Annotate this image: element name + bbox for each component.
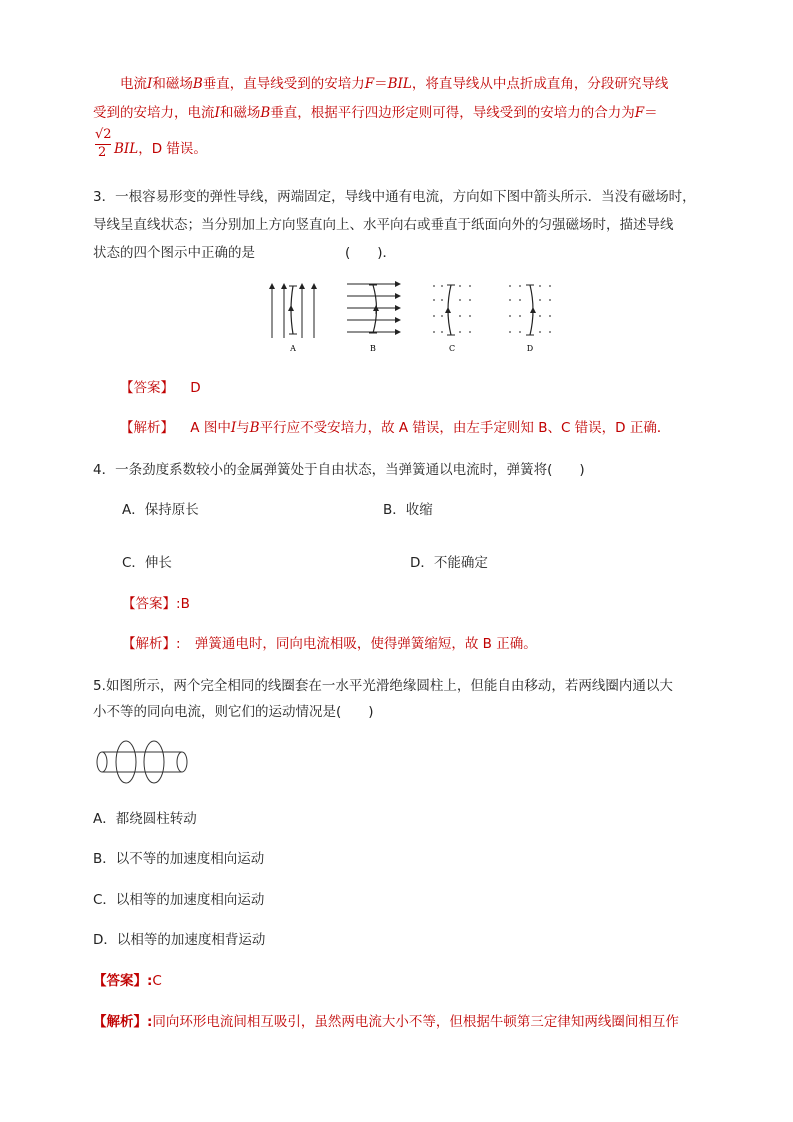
q5-option-a: A．都绕圆柱转动 <box>93 811 197 827</box>
q4-stem: 4．一条劲度系数较小的金属弹簧处于自由状态，当弹簧通以电流时，弹簧将( ) <box>93 462 585 478</box>
analysis-label: 【解析】 <box>120 420 174 436</box>
analysis-label: 【解析】: <box>93 1014 153 1030</box>
q3-answer-row <box>120 376 201 396</box>
q3-analysis-row: 【解析】 A 图中I与B平行应不受安培力，故 A 错误，由左手定则知 B、C 错误，D 正确． <box>120 420 671 436</box>
prev-analysis-line-3: BIL，D 错误。 <box>114 141 207 157</box>
answer-label: 【答案】: <box>122 596 181 612</box>
figure-label-a: A <box>290 344 296 353</box>
q5-stem-line-1: 5.如图所示，两个完全相同的线圈套在一水平光滑绝缘圆柱上，但能自由移动，若两线圈内通以大 <box>93 678 673 694</box>
analysis-label: 【解析】: <box>122 636 181 652</box>
q5-cylinder-coils-figure <box>94 738 194 784</box>
q5-option-b: B．以不等的加速度相向运动 <box>93 851 265 867</box>
q3-answer-blank: ( )． <box>345 245 397 261</box>
answer-label: 【答案】 <box>120 380 174 396</box>
q4-option-d: D．不能确定 <box>410 555 488 571</box>
q4-option-c: C．伸长 <box>122 555 172 571</box>
q5-answer-row <box>93 969 162 989</box>
prev-analysis-line-1: 电流I和磁场B垂直，直导线受到的安培力F＝BIL，将直导线从中点折成直角，分段研究导线 <box>120 76 669 92</box>
answer-value: C <box>152 973 162 989</box>
q4-answer-row <box>122 592 190 612</box>
figure-d <box>509 285 551 335</box>
q5-option-d: D．以相等的加速度相背运动 <box>93 932 266 948</box>
answer-value: D <box>190 380 201 396</box>
fraction-numerator: √2 <box>95 127 112 142</box>
figure-label-d: D <box>526 344 534 353</box>
q5-stem-line-2: 小不等的同向电流，则它们的运动情况是( ) <box>93 704 374 720</box>
answer-label: 【答案】: <box>93 973 153 989</box>
answer-value: B <box>180 596 190 612</box>
q4-option-b: B．收缩 <box>383 502 433 518</box>
q4-analysis-row: 【解析】: 弹簧通电时，同向电流相吸，使得弹簧缩短，故 B 正确。 <box>122 636 537 652</box>
prev-analysis-line-2: 受到的安培力，电流I和磁场B垂直，根据平行四边形定则可得，导线受到的安培力的合力为F＝ <box>93 105 658 121</box>
q3-stem-line-3: 状态的四个图示中正确的是 <box>93 245 255 261</box>
q3-figure <box>262 278 562 358</box>
figure-label-c: C <box>448 344 456 353</box>
q4-option-a: A．保持原长 <box>122 502 199 518</box>
q3-stem-line-1: 3．一根容易形变的弹性导线，两端固定，导线中通有电流，方向如下图中箭头所示．当没有磁场时， <box>93 189 696 205</box>
figure-a <box>272 284 314 338</box>
figure-b <box>347 284 400 333</box>
q5-option-c: C．以相等的加速度相向运动 <box>93 892 265 908</box>
figure-label-b: B <box>370 344 376 353</box>
q3-stem-line-2: 导线呈直线状态；当分别加上方向竖直向上、水平向右或垂直于纸面向外的匀强磁场时，描述导线 <box>93 217 674 233</box>
fraction-denominator: 2 <box>98 145 107 160</box>
q5-analysis-row: 【解析】:同向环形电流间相互吸引，虽然两电流大小不等，但根据牛顿第三定律知两线圈间相互作 <box>93 1014 679 1030</box>
figure-c <box>433 285 471 335</box>
sqrt2-over-2-fraction <box>95 127 113 163</box>
